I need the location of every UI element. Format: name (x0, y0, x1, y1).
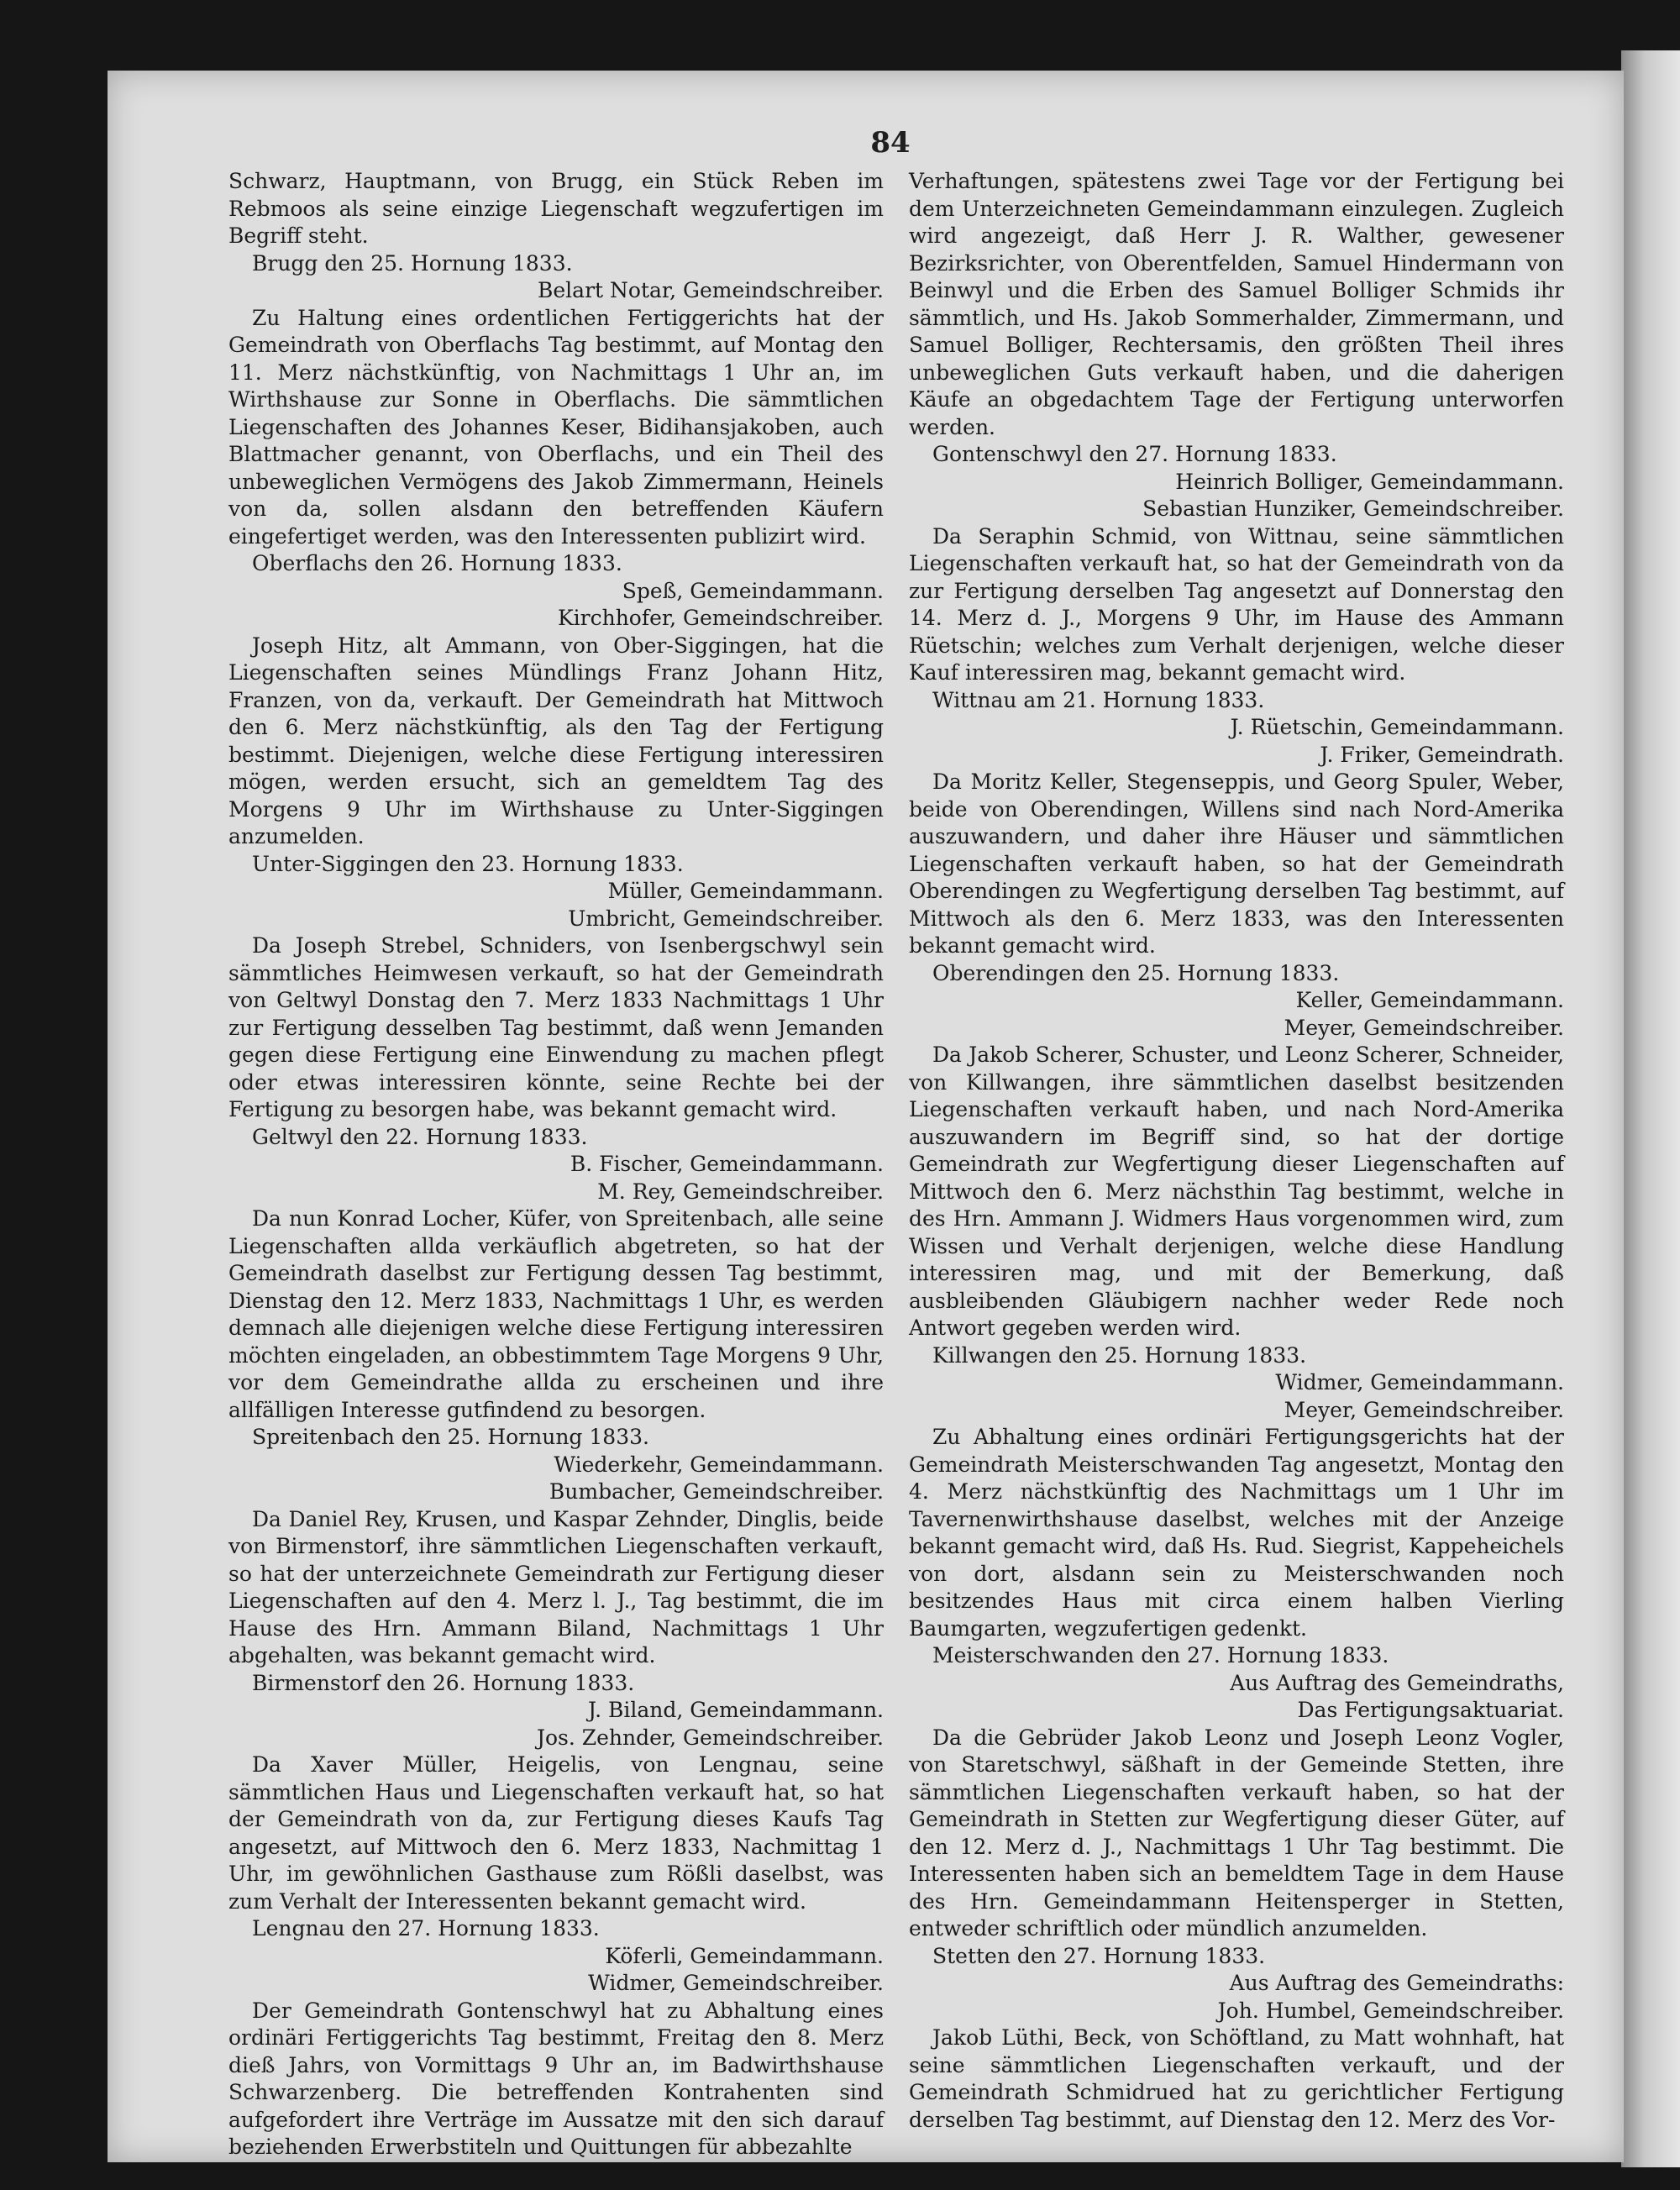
signature-line: Keller, Gemeindammann. (1295, 988, 1564, 1012)
dateline: Gontenschwyl den 27. Hornung 1833. (932, 442, 1337, 466)
signature-line: Joh. Humbel, Gemeindschreiber. (1217, 1998, 1564, 2023)
dateline: Unter-Siggingen den 23. Hornung 1833. (252, 851, 684, 876)
text-paragraph: Schwarz, Hauptmann, von Brugg, ein Stück Reben im Rebmoos als seine einzige Liegenschaft wegzufertigen im Begriff steht. (228, 169, 884, 248)
text-paragraph: Verhaftungen, spätestens zwei Tage vor der Fertigung bei dem Unterzeichneten Gemeindammann einzulegen. Zugleich wird angezeigt, daß Herr J. R. Walther, gewesener Bezirksrichter, von Oberentfelden, Samuel Hindermann von Beinwyl und die Erben des Samuel Bolliger Schmids ihr sämmtlich, und Hs. Jakob Sommerhalder, Zimmermann, und Samuel Bolliger, Rechtersamis, den größten Theil ihres unbeweglichen Guts verkauft haben, und die daherigen Käufe an obgedachtem Tage der Fertigung unterworfen werden. (909, 169, 1564, 439)
right-column (909, 168, 1564, 2134)
signature-line: J. Friker, Gemeindrath. (1320, 742, 1564, 767)
signature-line: Aus Auftrag des Gemeindraths, (1230, 1670, 1564, 1695)
signature-line: Widmer, Gemeindammann. (1275, 1370, 1564, 1394)
notice-paragraph: Da Seraphin Schmid, von Wittnau, seine sämmtlichen Liegenschaften verkauft hat, so hat der Gemeindrath von da zur Fertigung derselben Tag angesetzt auf Donnerstag den 14. Merz d. J., Morgens 9 Uhr, im Hause des Ammann Rüetschin; welches zum Verhalt derjenigen, welche dieser Kauf interessiren mag, bekannt gemacht wird. (909, 523, 1564, 685)
notice-paragraph: Da die Gebrüder Jakob Leonz und Joseph Leonz Vogler, von Staretschwyl, säßhaft in der Gemeinde Stetten, ihre sämmtlichen Liegenschaften verkauft haben, so hat der Gemeindrath in Stetten zur Wegfertigung dieser Güter, auf den 12. Merz d. J., Nachmittags 1 Uhr Tag bestimmt. Die Interessenten haben sich an bemeldtem Tage in dem Hause des Hrn. Gemeindammann Heitensperger in Stetten, entweder schriftlich oder mündlich anzumelden. (909, 1725, 1564, 1941)
signature-line: Aus Auftrag des Gemeindraths: (1229, 1971, 1564, 1995)
signature-line: Das Fertigungsaktuariat. (1297, 1698, 1564, 1722)
notice-paragraph: Joseph Hitz, alt Ammann, von Ober-Siggingen, hat die Liegenschaften seines Mündlings Franz Johann Hitz, Franzen, von da, verkauft. Der Gemeindrath hat Mittwoch den 6. Merz nächstkünftig, als den Tag der Fertigung bestimmt. Diejenigen, welche diese Fertigung interessiren mögen, werden ersucht, sich an gemeldtem Tag des Morgens 9 Uhr im Wirthshause zu Unter-Siggingen anzumelden. (228, 633, 884, 848)
notice-paragraph: Da Moritz Keller, Stegenseppis, und Georg Spuler, Weber, beide von Oberendingen, Willens sind nach Nord-Amerika auszuwandern, und daher ihre Häuser und sämmtlichen Liegenschaften verkauft haben, so hat der Gemeindrath Oberendingen zu Wegfertigung derselben Tag bestimmt, auf Mittwoch als den 6. Merz 1833, was den Interessenten bekannt gemacht wird. (909, 769, 1564, 958)
left-column (228, 168, 884, 2161)
dateline: Killwangen den 25. Hornung 1833. (932, 1342, 1307, 1368)
notice-paragraph: Zu Abhaltung eines ordinäri Fertigungsgerichts hat der Gemeindrath Meisterschwanden Tag angesetzt, Montag den 4. Merz nächstkünftig des Nachmittags um 1 Uhr im Tavernenwirthshause daselbst, welches mit der Anzeige bekannt gemacht wird, daß Hs. Rud. Siegrist, Kappeheichels von dort, alsdann sein zu Meisterschwanden noch besitzendes Haus mit circa einem halben Vierling Baumgarten, wegzufertigen gedenkt. (909, 1425, 1564, 1641)
signature-line: Müller, Gemeindammann. (607, 879, 884, 903)
notice-paragraph: Da Xaver Müller, Heigelis, von Lengnau, seine sämmtlichen Haus und Liegenschaften verkauft hat, so hat der Gemeindrath von da, zur Fertigung dieses Kaufs Tag angesetzt, auf Mittwoch den 6. Merz 1833, Nachmittag 1 Uhr, im gewöhnlichen Gasthause zum Rößli daselbst, was zum Verhalt der Interessenten bekannt gemacht wird. (228, 1752, 884, 1914)
signature-line: Wiederkehr, Gemeindammann. (554, 1452, 884, 1477)
dateline: Stetten den 27. Hornung 1833. (932, 1943, 1266, 1968)
page-number: 84 (870, 126, 911, 160)
signature-line: Kirchhofer, Gemeindschreiber. (557, 606, 884, 630)
signature-line: Meyer, Gemeindschreiber. (1284, 1015, 1564, 1040)
notice-paragraph: Jakob Lüthi, Beck, von Schöftland, zu Matt wohnhaft, hat seine sämmtlichen Liegenschaften verkauft, und der Gemeindrath Schmidrued hat zu gerichtlicher Fertigung derselben Tag bestimmt, auf Dienstag den 12. Merz des Vor- (909, 2025, 1564, 2132)
dateline: Geltwyl den 22. Hornung 1833. (252, 1124, 588, 1149)
signature-line: Köferli, Gemeindammann. (605, 1943, 884, 1968)
dateline: Meisterschwanden den 27. Hornung 1833. (932, 1643, 1389, 1667)
notice-paragraph: Da Joseph Strebel, Schniders, von Isenbergschwyl sein sämmtliches Heimwesen verkauft, so hat der Gemeindrath von Geltwyl Donstag den 7. Merz 1833 Nachmittags 1 Uhr zur Fertigung desselben Tag bestimmt, daß wenn Jemanden gegen diese Fertigung eine Einwendung zu machen pflegt oder etwas interessiren könnte, seine Rechte bei der Fertigung zu besorgen habe, was bekannt gemacht wird. (228, 933, 884, 1121)
dateline: Oberendingen den 25. Hornung 1833. (932, 960, 1340, 985)
signature-line: J. Biland, Gemeindammann. (588, 1698, 884, 1722)
signature-line: Widmer, Gemeindschreiber. (588, 1971, 884, 1995)
dateline: Oberflachs den 26. Hornung 1833. (252, 551, 622, 575)
notice-paragraph: Da nun Konrad Locher, Küfer, von Spreitenbach, alle seine Liegenschaften allda verkäuflich abgetreten, so hat der Gemeindrath daselbst zur Fertigung dessen Tag bestimmt, Dienstag den 12. Merz 1833, Nachmittags 1 Uhr, es werden demnach alle diejenigen welche diese Fertigung interessiren möchten eingeladen, an obbestimmtem Tage Morgens 9 Uhr, vor dem Gemeindrathe allda zu erscheinen und ihre allfälligen Interesse gutfindend zu besorgen. (228, 1206, 884, 1422)
signature-line: Jos. Zehnder, Gemeindschreiber. (536, 1725, 884, 1750)
notice-paragraph: Der Gemeindrath Gontenschwyl hat zu Abhaltung eines ordinäri Fertiggerichts Tag bestimmt, Freitag den 8. Merz dieß Jahrs, von Vormittags 9 Uhr an, im Badwirthshause Schwarzenberg. Die betreffenden Kontrahenten sind aufgefordert ihre Verträge im Aussatze mit den sich darauf beziehenden Erwerbstiteln und Quittungen für abbezahlte (228, 1998, 884, 2159)
signature-line: B. Fischer, Gemeindammann. (570, 1152, 884, 1176)
dateline: Lengnau den 27. Hornung 1833. (252, 1916, 600, 1941)
dateline: Birmenstorf den 26. Hornung 1833. (252, 1670, 635, 1695)
signature-line: Speß, Gemeindammann. (622, 578, 884, 603)
dateline: Spreitenbach den 25. Hornung 1833. (252, 1425, 649, 1449)
signature-line: Umbricht, Gemeindschreiber. (568, 906, 884, 931)
signature-line: Heinrich Bolliger, Gemeindammann. (1175, 469, 1564, 494)
signature-line: Belart Notar, Gemeindschreiber. (538, 278, 884, 302)
signature-line: Sebastian Hunziker, Gemeindschreiber. (1142, 496, 1564, 521)
signature-line: Bumbacher, Gemeindschreiber. (549, 1479, 884, 1504)
signature-line: Meyer, Gemeindschreiber. (1284, 1397, 1564, 1422)
notice-paragraph: Da Daniel Rey, Krusen, und Kaspar Zehnder, Dinglis, beide von Birmenstorf, ihre sämmtlichen Liegenschaften verkauft, so hat der unterzeichnete Gemeindrath zur Fertigung dieser Liegenschaften auf den 4. Merz l. J., Tag bestimmt, die im Hause des Hrn. Ammann Biland, Nachmittags 1 Uhr abgehalten, was bekannt gemacht wird. (228, 1506, 884, 1667)
dateline: Wittnau am 21. Hornung 1833. (932, 687, 1265, 712)
dateline: Brugg den 25. Hornung 1833. (252, 250, 573, 276)
signature-line: J. Rüetschin, Gemeindammann. (1230, 715, 1564, 739)
signature-line: M. Rey, Gemeindschreiber. (597, 1179, 884, 1204)
notice-paragraph: Da Jakob Scherer, Schuster, und Leonz Scherer, Schneider, von Killwangen, ihre sämmtlichen daselbst besitzenden Liegenschaften verkauft haben, und nach Nord-Amerika auszuwandern im Begriff sind, so hat der dortige Gemeindrath zur Wegfertigung dieser Liegenschaften auf Mittwoch den 6. Merz nächsthin Tag bestimmt, welche in des Hrn. Ammann J. Widmers Haus vorgenommen wird, zum Wissen und Verhalt derjenigen, welche diese Handlung interessiren mag, und mit der Bemerkung, daß ausbleibenden Gläubigern nachher weder Rede noch Antwort gegeben werden wird. (909, 1042, 1564, 1340)
notice-paragraph: Zu Haltung eines ordentlichen Fertiggerichts hat der Gemeindrath von Oberflachs Tag bestimmt, auf Montag den 11. Merz nächstkünftig, von Nachmittags 1 Uhr an, im Wirthshause zur Sonne in Oberflachs. Die sämmtlichen Liegenschaften des Johannes Keser, Bidihansjakoben, auch Blattmacher genannt, von Oberflachs, und ein Theil des unbeweglichen Vermögens des Jakob Zimmermann, Heinels von da, sollen alsdann den betreffenden Käufern eingefertiget werden, was den Interessenten publizirt wird. (228, 305, 884, 549)
scan-background-edge (1621, 50, 1680, 2167)
